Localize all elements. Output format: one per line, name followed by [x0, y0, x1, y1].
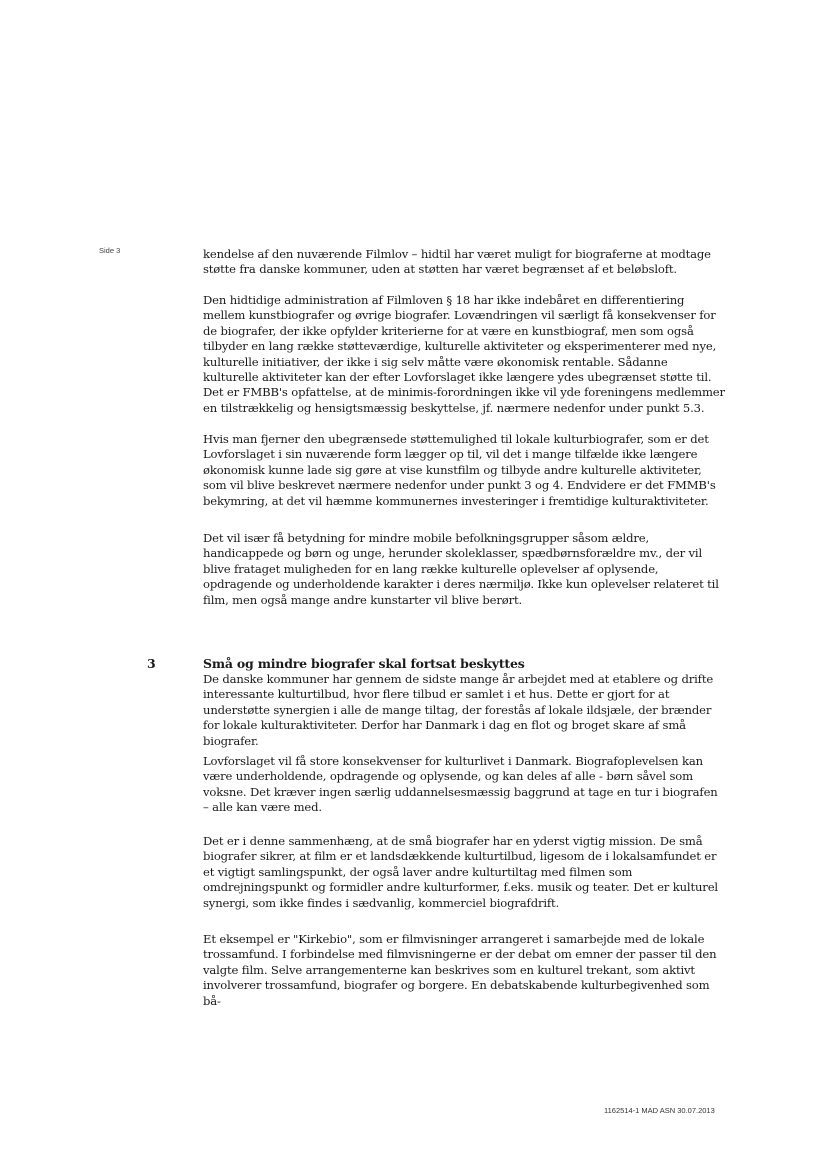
paragraph-text: Det vil især få betydning for mindre mobile befolkningsgrupper såsom ældre, handicappede og børn og unge, herunder skoleklasser, spædbørnsforældre mv., der vil blive frataget muligheden for en lang række kulturelle oplevelser af oplysende, opdragende og underholdende karakter i deres nærmiljø. Ikke kun oplevelser relateret til film, men også mange andre kunstarter vil blive berørt. — [203, 531, 719, 607]
paragraph-3 — [203, 432, 725, 509]
document-reference-footer: 1162514-1 MAD ASN 30.07.2013 — [604, 1106, 715, 1115]
paragraph-text: Lovforslaget vil få store konsekvenser for kulturlivet i Danmark. Biografoplevelsen kan være underholdende, opdragende og oplysende, og kan deles af alle - børn såvel som voksne. Det kræver ingen særlig uddannelsesmæssig baggrund at tage en tur i biografen – alle kan være med. — [203, 754, 718, 815]
paragraph-text: kendelse af den nuværende Filmlov – hidtil har været muligt for biograferne at modtage støtte fra danske kommuner, uden at støtten har været begrænset af et beløbsloft. — [203, 247, 711, 277]
paragraph-text: Hvis man fjerner den ubegrænsede støttemulighed til lokale kulturbiografer, som er det Lovforslaget i sin nuværende form lægger op til, vil det i mange tilfælde ikke længere økonomisk kunne lade sig gøre at vise kunstfilm og tilbyde andre kulturelle aktiviteter, som vil blive beskrevet nærmere nedenfor under punkt 3 og 4. Endvidere er det FMMB's bekymring, at det vil hæmme kommunernes investeringer i fremtidige kulturaktiviteter. — [203, 432, 716, 508]
paragraph-6 — [203, 754, 725, 816]
paragraph-text: Den hidtidige administration af Filmloven § 18 har ikke indebåret en differentiering mellem kunstbiografer og øvrige biografer. Lovændringen vil særligt få konsekvenser for de biografer, der ikke opfylder kriterierne for at være en kunstbiograf, men som også tilbyder en lang række støtteværdige, kulturelle aktiviteter og eksperimenterer med nye, kulturelle initiativer, der ikke i sig selv måtte være økonomisk rentable. Sådanne kulturelle aktiviteter kan der efter Lovforslaget ikke længere ydes ubegrænset støtte til. Det er FMBB's opfattelse, at de minimis-forordningen ikke vil yde foreningens medlemmer en tilstrækkelig og hensigtsmæssig beskyttelse, jf. nærmere nedenfor under punkt 5.3. — [203, 293, 725, 415]
paragraph-4 — [203, 531, 725, 608]
section-heading: Små og mindre biografer skal fortsat beskyttes — [203, 656, 525, 671]
page-number-label: Side 3 — [99, 246, 121, 255]
paragraph-8 — [203, 932, 725, 1009]
paragraph-2 — [203, 293, 725, 416]
paragraph-text: Det er i denne sammenhæng, at de små biografer har en yderst vigtig mission. De små biografer sikrer, at film er et landsdækkende kulturtilbud, ligesom de i lokalsamfundet er et vigtigt samlingspunkt, der også laver andre kulturtiltag med filmen som omdrejningspunkt og formidler andre kulturformer, f.eks. musik og teater. Det er kulturel synergi, som ikke findes i sædvanlig, kommerciel biografdrift. — [203, 834, 718, 910]
paragraph-7 — [203, 834, 725, 911]
section-number: 3 — [147, 656, 156, 671]
paragraph-5 — [203, 672, 725, 749]
paragraph-text: Et eksempel er "Kirkebio", som er filmvisninger arrangeret i samarbejde med de lokale trossamfund. I forbindelse med filmvisningerne er der debat om emner der passer til den valgte film. Selve arrangementerne kan beskrives som en kulturel trekant, som aktivt involverer trossamfund, biografer og borgere. En debatskabende kulturbegivenhed som bå- — [203, 932, 717, 1008]
paragraph-text: De danske kommuner har gennem de sidste mange år arbejdet med at etablere og drifte interessante kulturtilbud, hvor flere tilbud er samlet i et hus. Dette er gjort for at understøtte synergien i alle de mange tiltag, der forestås af lokale ildsjæle, der brænder for lokale kulturaktiviteter. Derfor har Danmark i dag en flot og broget skare af små biografer. — [203, 672, 714, 748]
paragraph-1 — [203, 247, 725, 278]
